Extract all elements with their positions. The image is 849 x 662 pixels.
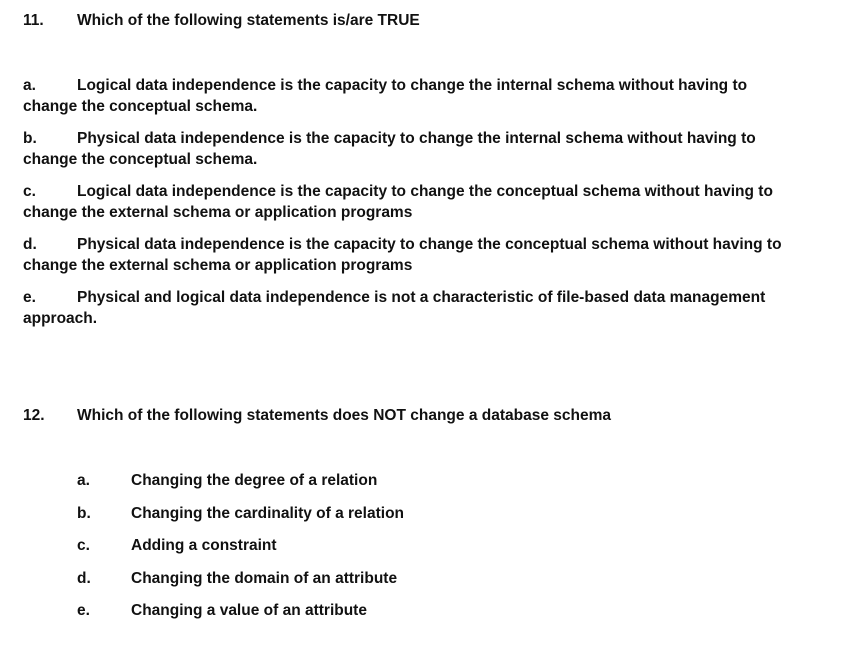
- option-text: Adding a constraint: [131, 537, 277, 554]
- option-letter: a.: [23, 77, 36, 94]
- option-letter: a.: [77, 472, 90, 489]
- q12-option-a: [77, 470, 377, 491]
- option-text: Changing a value of an attribute: [131, 602, 367, 619]
- q11-option-e: [23, 287, 838, 329]
- option-letter: c.: [23, 183, 36, 200]
- q11-option-c: [23, 181, 838, 223]
- option-text-line2: approach.: [23, 310, 98, 327]
- option-text: Changing the domain of an attribute: [131, 570, 398, 587]
- option-text: Changing the cardinality of a relation: [131, 505, 405, 522]
- option-letter: d.: [23, 236, 37, 253]
- question-11-heading: [23, 10, 420, 31]
- option-text-line1: Physical and logical data independence is not a characteristic of file-based data management: [77, 289, 766, 306]
- question-12-heading: [23, 405, 611, 426]
- question-text: Which of the following statements is/are TRUE: [77, 12, 420, 29]
- q12-option-e: [77, 600, 367, 621]
- q11-option-a: [23, 75, 838, 117]
- option-text: Changing the degree of a relation: [131, 472, 378, 489]
- option-text-line1: Physical data independence is the capacity to change the conceptual schema without having to: [77, 236, 782, 253]
- question-number: 12.: [23, 407, 45, 424]
- q11-option-d: [23, 234, 838, 276]
- option-text-line2: change the external schema or application programs: [23, 257, 413, 274]
- q12-option-b: [77, 503, 404, 524]
- option-letter: d.: [77, 570, 91, 587]
- option-text-line1: Logical data independence is the capacity to change the internal schema without having to: [77, 77, 748, 94]
- q12-option-c: [77, 535, 277, 556]
- option-text-line2: change the conceptual schema.: [23, 151, 258, 168]
- option-letter: e.: [77, 602, 90, 619]
- option-text-line1: Logical data independence is the capacity to change the conceptual schema without having to: [77, 183, 773, 200]
- q12-option-d: [77, 568, 397, 589]
- q11-option-b: [23, 128, 838, 170]
- question-number: 11.: [23, 12, 44, 29]
- option-letter: b.: [23, 130, 37, 147]
- option-letter: e.: [23, 289, 36, 306]
- option-text-line1: Physical data independence is the capacity to change the internal schema without having to: [77, 130, 756, 147]
- option-letter: b.: [77, 505, 91, 522]
- option-letter: c.: [77, 537, 90, 554]
- question-text: Which of the following statements does NOT change a database schema: [77, 407, 611, 424]
- option-text-line2: change the external schema or application programs: [23, 204, 413, 221]
- option-text-line2: change the conceptual schema.: [23, 98, 258, 115]
